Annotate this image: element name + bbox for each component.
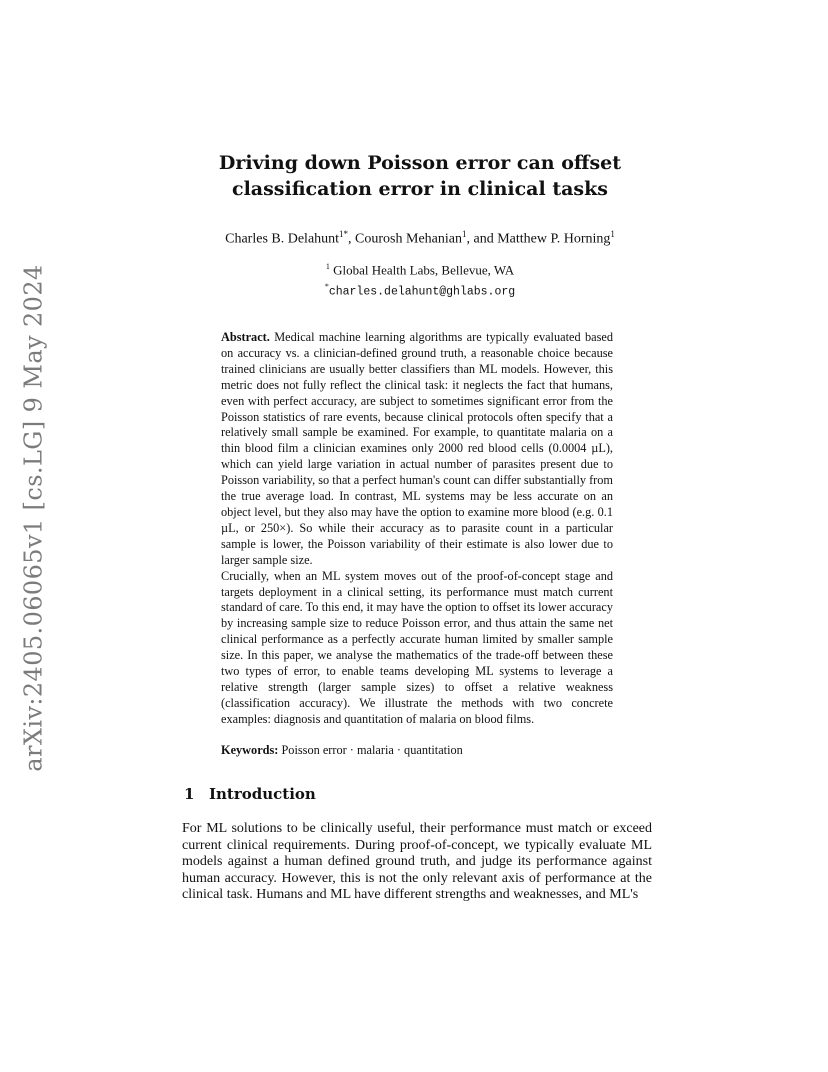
section-number: 1 <box>184 785 195 803</box>
email-line <box>260 278 580 300</box>
body-paragraph: For ML solutions to be clinically useful, their performance must match or exceed current clinical requirements. During proof-of-concept, we typically evaluate ML models against a human defined ground truth, and judge its performance against human accuracy. However, this is not the only relevant axis of performance at the clinical task. Humans and ML have different strengths and weaknesses, and ML's <box>182 821 652 903</box>
author-affiliation-mark: 1 <box>461 229 467 239</box>
section-heading <box>184 785 654 803</box>
abstract-label: Abstract. <box>221 330 270 344</box>
author-name: Charles B. Delahunt <box>225 231 340 247</box>
email-mark: * <box>324 282 329 292</box>
affiliation-mark: 1 <box>325 262 330 271</box>
section-title: Introduction <box>209 785 316 803</box>
abstract-paragraph: Crucially, when an ML system moves out of the proof-of-concept stage and targets deployment in a clinical setting, its performance must match current standard of care. To this end, it may have the option to offset its lower accuracy by increasing sample size to reduce Poisson error, and thus attain the same net clinical performance as a perfectly accurate human limited by smaller sample size. In this paper, we analyse the mathematics of the trade-off between these two types of error, to enable teams developing ML systems to leverage a relative strength (larger sample sizes) to offset a relative weakness (classification accuracy). We illustrate the methods with two concrete examples: diagnosis and quantitation of malaria on blood films. <box>221 568 613 726</box>
author-affiliation-mark: 1* <box>339 229 349 239</box>
abstract-paragraph <box>221 330 613 569</box>
keywords-label: Keywords: <box>221 743 279 757</box>
author-list <box>150 229 690 248</box>
author-affiliation-mark: 1 <box>610 229 615 239</box>
author-separator: , <box>348 231 356 247</box>
arxiv-identifier-text: arXiv:2405.06065v1 [cs.LG] 9 May 2024 <box>20 264 48 772</box>
affiliation-block <box>260 258 580 301</box>
author-email[interactable]: charles.delahunt@ghlabs.org <box>328 285 516 299</box>
affiliation-text: Global Health Labs, Bellevue, WA <box>333 262 515 278</box>
author-separator: , and <box>466 231 498 247</box>
section-body <box>182 821 652 904</box>
author-name: Courosh Mehanian <box>355 231 462 247</box>
author-name: Matthew P. Horning <box>497 231 611 247</box>
keywords-text: Poisson error · malaria · quantitation <box>281 743 463 757</box>
abstract-text: Medical machine learning algorithms are typically evaluated based on accuracy vs. a clinician-defined ground truth, a reasonable choice because trained clinicians are usually better classifiers than ML models. However, this metric does not fully reflect the clinical task: it neglects the fact that humans, even with perfect accuracy, are subject to sometimes significant error from the Poisson statistics of rare events, because clinical protocols often specify that a relatively small sample be examined. For example, to quantitate malaria on a thin blood film a clinician examines only 2000 red blood cells (0.0004 µL), which can yield large variation in actual number of parasites present due to Poisson variability, so that a perfect human's count can differ substantially from the true average load. In contrast, ML systems may be less accurate on an object level, but they also may have the option to examine more blood (e.g. 0.1 µL, or 250×). So while their accuracy as to parasite count in a particular sample is lower, the Poisson variability of their estimate is also lower due to larger sample size. <box>221 330 613 567</box>
affiliation-line <box>260 258 580 278</box>
abstract <box>221 330 613 728</box>
arxiv-identifier <box>4 264 64 772</box>
paper-title: Driving down Poisson error can offset classification error in clinical tasks <box>218 152 622 200</box>
keywords <box>221 742 613 758</box>
